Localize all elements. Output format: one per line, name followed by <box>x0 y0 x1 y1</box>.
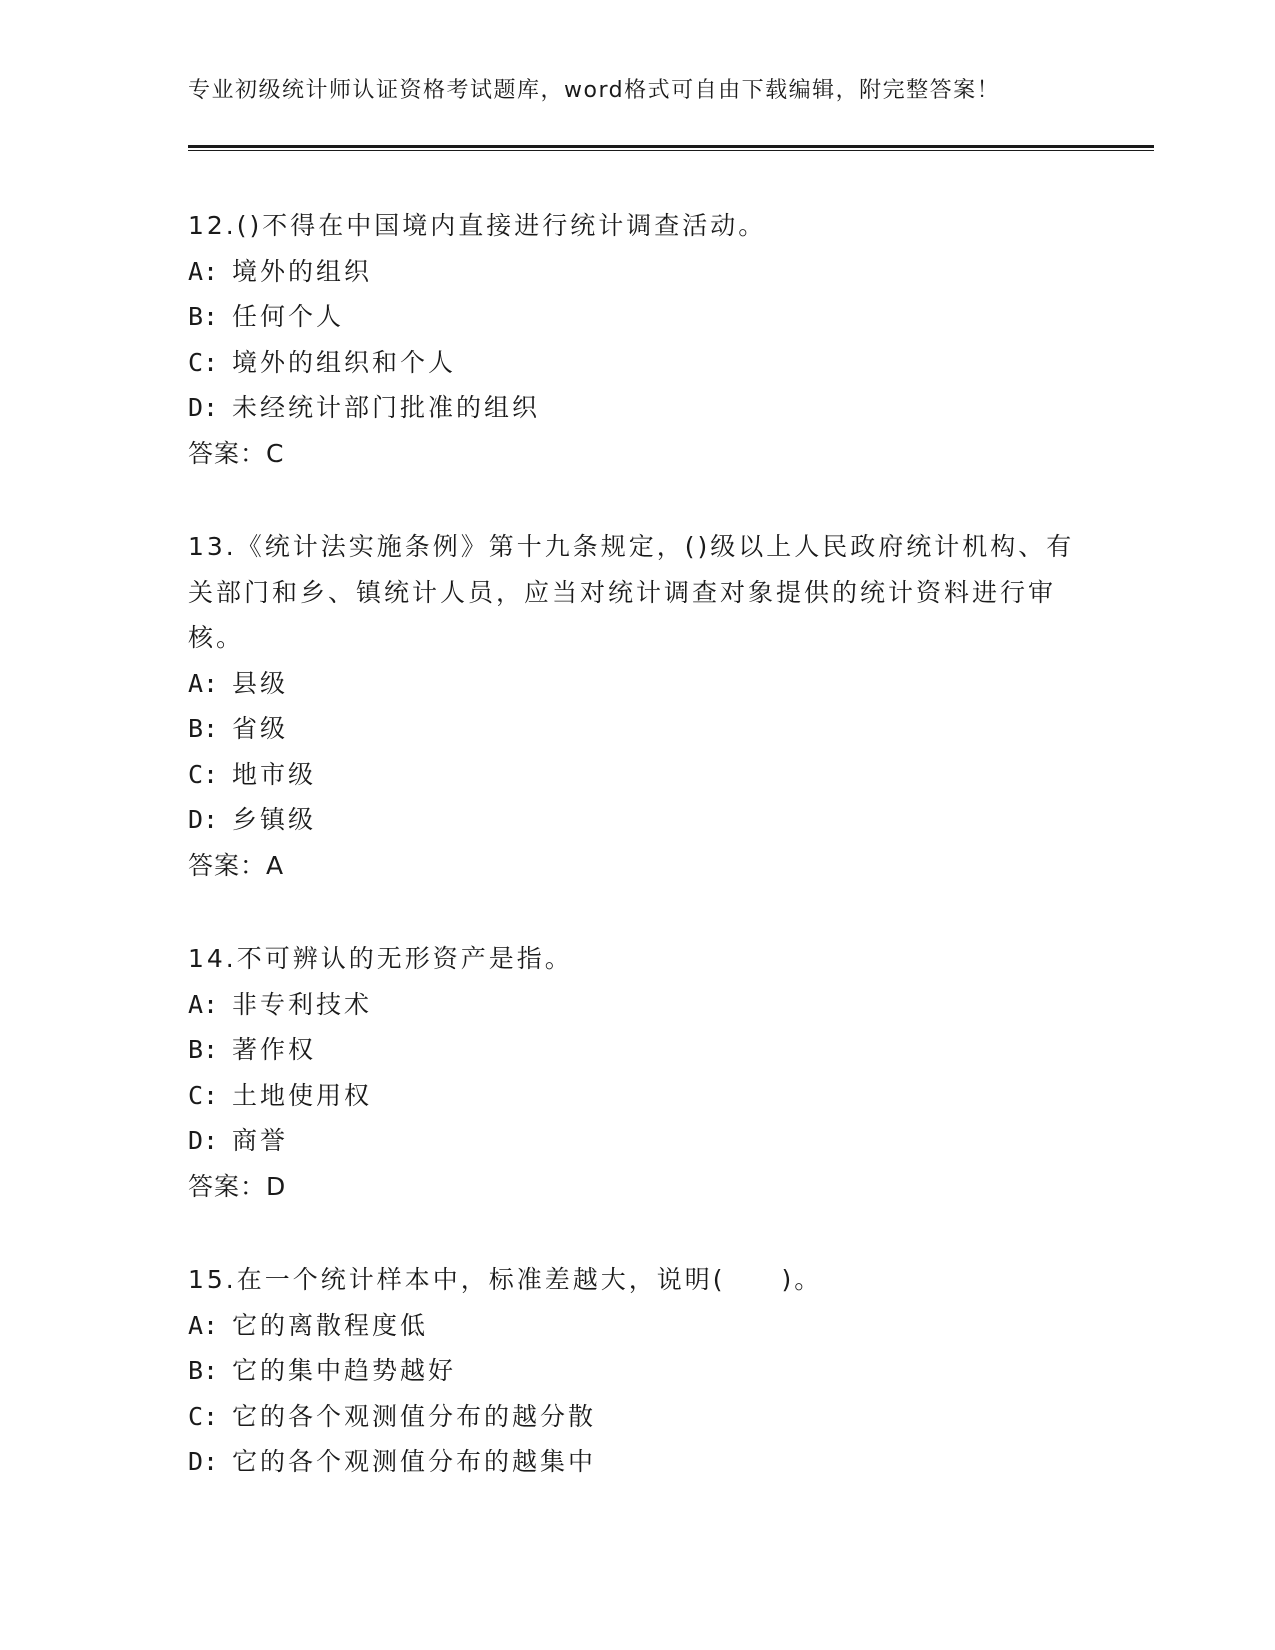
question-13 <box>188 524 1088 888</box>
question-stem: 12.()不得在中国境内直接进行统计调查活动。 <box>188 211 767 240</box>
option-text: 未经统计部门批准的组织 <box>232 393 541 422</box>
option-letter: B: <box>188 1356 219 1385</box>
option-text: 省级 <box>232 714 289 743</box>
option-letter: A: <box>188 989 219 1019</box>
option-letter: D: <box>188 1447 219 1476</box>
question-12 <box>188 203 1088 476</box>
option-letter: D: <box>188 805 219 834</box>
option-text: 它的各个观测值分布的越分散 <box>232 1401 597 1431</box>
option-text: 县级 <box>232 668 289 698</box>
option-letter: A: <box>188 256 219 286</box>
option-d <box>188 1118 1088 1164</box>
answer-line: 答案：A <box>188 850 285 880</box>
option-letter: B: <box>188 1035 219 1064</box>
option-text: 乡镇级 <box>232 805 317 834</box>
question-stem: 15.在一个统计样本中，标准差越大，说明( )。 <box>188 1265 823 1294</box>
option-text: 地市级 <box>232 759 317 789</box>
question-list <box>188 203 1088 1533</box>
option-letter: C: <box>188 1401 219 1431</box>
question-14 <box>188 936 1088 1209</box>
option-c <box>188 340 1088 386</box>
page-header: 专业初级统计师认证资格考试题库，word格式可自由下载编辑，附完整答案！ <box>188 78 1001 103</box>
answer-line: 答案：D <box>188 1171 287 1201</box>
question-stem: 14.不可辨认的无形资产是指。 <box>188 944 573 973</box>
option-d <box>188 385 1088 431</box>
option-a <box>188 982 1088 1028</box>
option-letter: C: <box>188 347 219 377</box>
option-d <box>188 797 1088 843</box>
option-text: 境外的组织和个人 <box>232 347 457 377</box>
option-text: 它的集中趋势越好 <box>232 1356 457 1385</box>
option-letter: D: <box>188 1126 219 1155</box>
option-b <box>188 294 1088 340</box>
option-text: 它的各个观测值分布的越集中 <box>232 1447 597 1476</box>
option-a <box>188 1303 1088 1349</box>
option-text: 非专利技术 <box>232 989 373 1019</box>
question-stem: 13.《统计法实施条例》第十九条规定，()级以上人民政府统计机构、有关部门和乡、镇统计人员，应当对统计调查对象提供的统计资料进行审核。 <box>188 532 1075 652</box>
option-letter: D: <box>188 393 219 422</box>
header-rule-thin <box>188 150 1154 151</box>
option-c <box>188 1394 1088 1440</box>
question-15 <box>188 1257 1088 1485</box>
answer-line: 答案：C <box>188 438 285 468</box>
option-b <box>188 706 1088 752</box>
option-text: 土地使用权 <box>232 1080 373 1110</box>
option-d <box>188 1439 1088 1485</box>
option-text: 商誉 <box>232 1126 289 1155</box>
option-letter: B: <box>188 714 219 743</box>
option-c <box>188 1073 1088 1119</box>
option-letter: A: <box>188 1310 219 1340</box>
option-letter: C: <box>188 1080 219 1110</box>
option-text: 任何个人 <box>232 302 345 331</box>
header-rule-thick <box>188 145 1154 148</box>
option-b <box>188 1348 1088 1394</box>
option-letter: B: <box>188 302 219 331</box>
option-a <box>188 249 1088 295</box>
option-text: 它的离散程度低 <box>232 1310 429 1340</box>
option-letter: A: <box>188 668 219 698</box>
option-c <box>188 752 1088 798</box>
option-a <box>188 661 1088 707</box>
option-b <box>188 1027 1088 1073</box>
option-letter: C: <box>188 759 219 789</box>
option-text: 著作权 <box>232 1035 317 1064</box>
option-text: 境外的组织 <box>232 256 373 286</box>
